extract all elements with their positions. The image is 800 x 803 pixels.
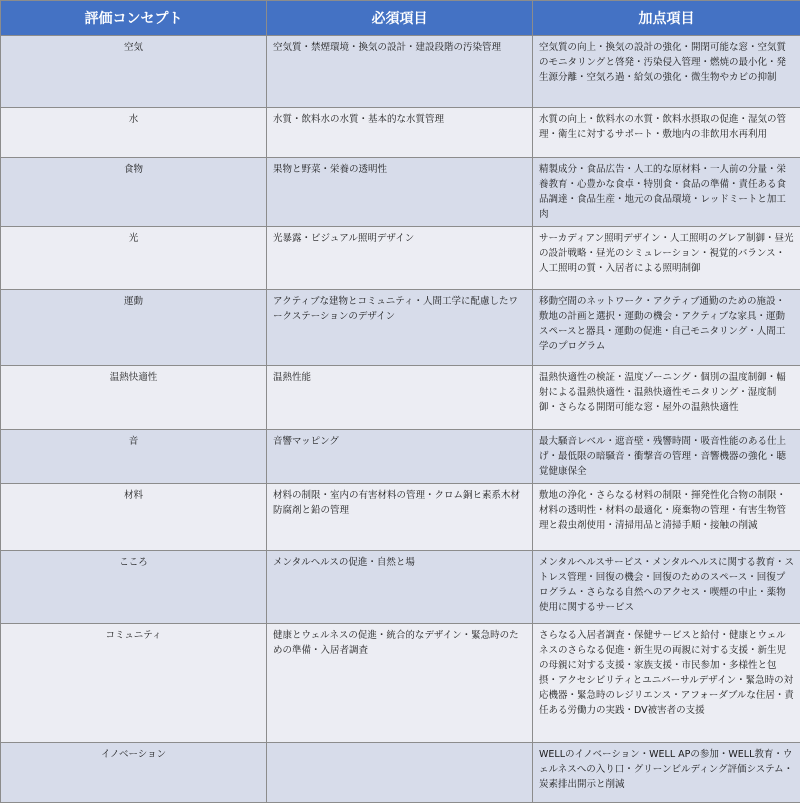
required-cell: アクティブな建物とコミュニティ・人間工学に配慮したワークステーションのデザイン	[267, 290, 533, 366]
concept-cell: コミュニティ	[1, 624, 267, 743]
concept-cell: 水	[1, 108, 267, 158]
concept-cell: 運動	[1, 290, 267, 366]
required-cell: 材料の制限・室内の有害材料の管理・クロム銅ヒ素系木材防腐剤と鉛の管理	[267, 484, 533, 551]
header-bonus: 加点項目	[533, 1, 800, 36]
required-cell: 温熱性能	[267, 366, 533, 430]
bonus-cell: WELLのイノベーション・WELL APの参加・WELL教育・ウェルネスへの入り口・グリーンビルディング評価システム・炭素排出開示と削減	[533, 743, 800, 803]
bonus-cell: メンタルヘルスサービス・メンタルヘルスに関する教育・ストレス管理・回復の機会・回復のためのスペース・回復プログラム・さらなる自然へのアクセス・喫煙の中止・薬物使用に関するサービス	[533, 551, 800, 624]
bonus-cell: さらなる入居者調査・保健サービスと給付・健康とウェルネスのさらなる促進・新生児の両親に対する支援・新生児の母親に対する支援・家族支援・市民参加・多様性と包摂・アクセシビリティとユニバーサルデザイン・緊急時の対応機器・緊急時のレジリエンス・アフォーダブルな住居・責任ある労働力の実践・DV被害者の支援	[533, 624, 800, 743]
table-row	[1, 551, 800, 624]
concept-cell: 音	[1, 430, 267, 484]
header-concept: 評価コンセプト	[1, 1, 267, 36]
bonus-cell: 移動空間のネットワーク・アクティブ通勤のための施設・敷地の計画と選択・運動の機会・アクティブな家具・運動スペースと器具・運動の促進・自己モニタリング・人間工学のプログラム	[533, 290, 800, 366]
concept-cell: イノベーション	[1, 743, 267, 803]
concept-cell: 材料	[1, 484, 267, 551]
table-row	[1, 108, 800, 158]
table-row	[1, 430, 800, 484]
bonus-cell: 精製成分・食品広告・人工的な原材料・一人前の分量・栄養教育・心豊かな食卓・特別食・食品の準備・責任ある食品調達・食品生産・地元の食品環境・レッドミートと加工肉	[533, 158, 800, 227]
table-row	[1, 624, 800, 743]
concept-cell: こころ	[1, 551, 267, 624]
required-cell: 果物と野菜・栄養の透明性	[267, 158, 533, 227]
concept-cell: 光	[1, 227, 267, 290]
required-cell: 水質・飲料水の水質・基本的な水質管理	[267, 108, 533, 158]
table-row	[1, 366, 800, 430]
bonus-cell: 空気質の向上・換気の設計の強化・開閉可能な窓・空気質のモニタリングと啓発・汚染侵入管理・燃焼の最小化・発生源分離・空気ろ過・給気の強化・微生物やカビの抑制	[533, 36, 800, 108]
bonus-cell: 最大騒音レベル・遮音壁・残響時間・吸音性能のある仕上げ・最低限の暗騒音・衝撃音の管理・音響機器の強化・聴覚健康保全	[533, 430, 800, 484]
table-row	[1, 743, 800, 803]
required-cell: 音響マッピング	[267, 430, 533, 484]
required-cell: 健康とウェルネスの促進・統合的なデザイン・緊急時のための準備・入居者調査	[267, 624, 533, 743]
table-row	[1, 36, 800, 108]
bonus-cell: 敷地の浄化・さらなる材料の制限・揮発性化合物の制限・材料の透明性・材料の最適化・廃棄物の管理・有害生物管理と殺虫剤使用・清掃用品と清掃手順・接触の削減	[533, 484, 800, 551]
bonus-cell: サーカディアン照明デザイン・人工照明のグレア制御・昼光の設計戦略・昼光のシミュレーション・視覚的バランス・人工照明の質・入居者による照明制御	[533, 227, 800, 290]
table-row	[1, 290, 800, 366]
table-row	[1, 227, 800, 290]
header-row	[1, 1, 800, 36]
table-row	[1, 484, 800, 551]
table-row	[1, 158, 800, 227]
concept-cell: 温熱快適性	[1, 366, 267, 430]
bonus-cell: 水質の向上・飲料水の水質・飲料水摂取の促進・湿気の管理・衛生に対するサポート・敷地内の非飲用水再利用	[533, 108, 800, 158]
header-required: 必須項目	[267, 1, 533, 36]
required-cell: メンタルヘルスの促進・自然と場	[267, 551, 533, 624]
bonus-cell: 温熱快適性の検証・温度ゾーニング・個別の温度制御・輻射による温熱快適性・温熱快適性モニタリング・湿度制御・さらなる開閉可能な窓・屋外の温熱快適性	[533, 366, 800, 430]
required-cell	[267, 743, 533, 803]
required-cell: 空気質・禁煙環境・換気の設計・建設段階の汚染管理	[267, 36, 533, 108]
concept-cell: 空気	[1, 36, 267, 108]
concept-cell: 食物	[1, 158, 267, 227]
required-cell: 光暴露・ビジュアル照明デザイン	[267, 227, 533, 290]
